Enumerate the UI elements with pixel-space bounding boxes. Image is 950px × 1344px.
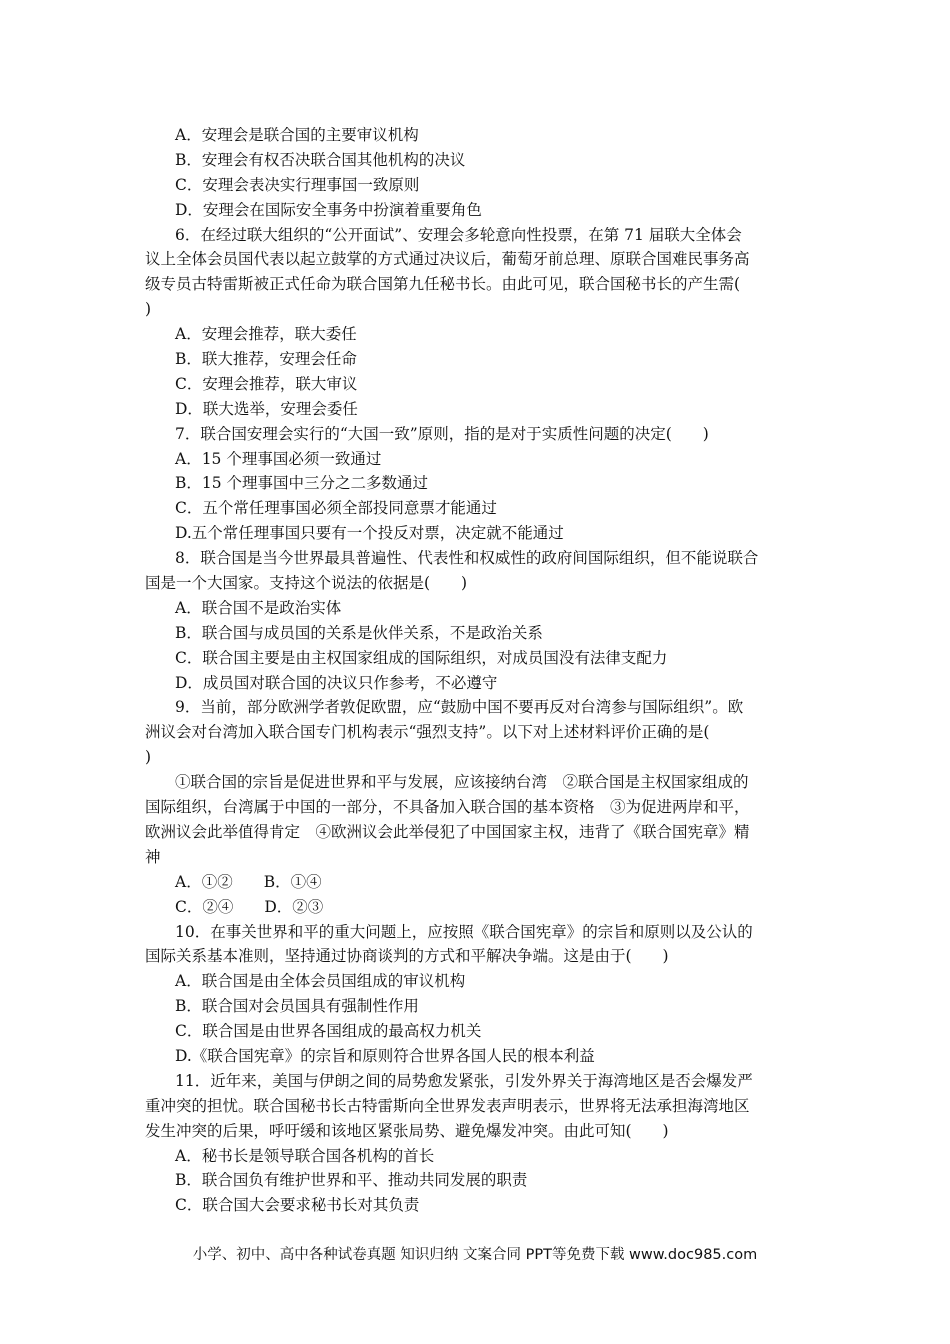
answer-option: C．联合国主要是由主权国家组成的国际组织，对成员国没有法律支配力	[175, 648, 668, 667]
answer-option: C．联合国是由世界各国组成的最高权力机关	[175, 1022, 482, 1041]
question-text: 9．当前，部分欧洲学者敦促欧盟，应“鼓励中国不要再反对台湾参与国际组织”。欧	[175, 698, 744, 717]
question-text: 级专员古特雷斯被正式任命为联合国第九任秘书长。由此可见，联合国秘书长的产生需(	[145, 275, 741, 294]
answer-option: B．安理会有权否决联合国其他机构的决议	[175, 150, 466, 169]
question-text: 8．联合国是当今世界最具普遍性、代表性和权威性的政府间国际组织，但不能说联合	[175, 549, 759, 568]
answer-option: D．联大选举，安理会委任	[175, 399, 358, 418]
answer-option: D.《联合国宪章》的宗旨和原则符合世界各国人民的根本利益	[175, 1046, 595, 1065]
answer-option: A．①② B．①④	[175, 872, 322, 891]
question-text: 神	[145, 847, 161, 866]
question-text: 国际关系基本准则，坚持通过协商谈判的方式和平解决争端。这是由于( )	[145, 947, 669, 966]
question-text: 发生冲突的后果，呼吁缓和该地区紧张局势、避免爆发冲突。由此可知( )	[145, 1121, 669, 1140]
answer-option: D．成员国对联合国的决议只作参考，不必遵守	[175, 673, 498, 692]
answer-option: C．安理会推荐，联大审议	[175, 374, 358, 393]
answer-option: A．15 个理事国必须一致通过	[175, 449, 382, 468]
answer-option: C．联合国大会要求秘书长对其负责	[175, 1196, 420, 1215]
question-text: 7．联合国安理会实行的“大国一致”原则，指的是对于实质性问题的决定( )	[175, 424, 709, 443]
question-text: )	[145, 300, 152, 319]
answer-option: B．联合国与成员国的关系是伙伴关系，不是政治关系	[175, 623, 543, 642]
answer-option: A．秘书长是领导联合国各机构的首长	[175, 1146, 435, 1165]
question-text: ①联合国的宗旨是促进世界和平与发展，应该接纳台湾 ②联合国是主权国家组成的	[175, 773, 749, 792]
question-text: 6．在经过联大组织的“公开面试”、安理会多轮意向性投票，在第 71 届联大全体会	[175, 225, 742, 244]
answer-option: C．②④ D．②③	[175, 897, 324, 916]
answer-option: B．联大推荐，安理会任命	[175, 350, 357, 369]
question-text: 国际组织，台湾属于中国的一部分，不具备加入联合国的基本资格 ③为促进两岸和平，	[145, 798, 750, 817]
question-text: 议上全体会员国代表以起立鼓掌的方式通过决议后，葡萄牙前总理、原联合国难民事务高	[145, 250, 750, 269]
answer-option: B．联合国负有维护世界和平、推动共同发展的职责	[175, 1171, 528, 1190]
question-text: 洲议会对台湾加入联合国专门机构表示“强烈支持”。以下对上述材料评价正确的是(	[145, 723, 710, 742]
answer-option: C．五个常任理事国必须全部投同意票才能通过	[175, 499, 497, 518]
answer-option: A．安理会推荐，联大委任	[175, 325, 357, 344]
question-text: 10．在事关世界和平的重大问题上，应按照《联合国宪章》的宗旨和原则以及公认的	[175, 922, 753, 941]
question-text: )	[145, 748, 152, 767]
document-body	[145, 123, 810, 1218]
answer-option: A．联合国是由全体会员国组成的审议机构	[175, 972, 466, 991]
question-text: 11．近年来，美国与伊朗之间的局势愈发紧张，引发外界关于海湾地区是否会爆发严	[175, 1071, 753, 1090]
answer-option: A．联合国不是政治实体	[175, 598, 342, 617]
answer-option: C．安理会表决实行理事国一致原则	[175, 175, 420, 194]
answer-option: D.五个常任理事国只要有一个投反对票，决定就不能通过	[175, 524, 564, 543]
question-text: 欧洲议会此举值得肯定 ④欧洲议会此举侵犯了中国国家主权，违背了《联合国宪章》精	[145, 822, 750, 841]
answer-option: D．安理会在国际安全事务中扮演着重要角色	[175, 200, 482, 219]
question-text: 重冲突的担忧。联合国秘书长古特雷斯向全世界发表声明表示，世界将无法承担海湾地区	[145, 1096, 750, 1115]
answer-option: B．联合国对会员国具有强制性作用	[175, 997, 419, 1016]
question-text: 国是一个大国家。支持这个说法的依据是( )	[145, 574, 468, 593]
footer-banner: 小学、初中、高中各种试卷真题 知识归纳 文案合同 PPT等免费下载 www.doc985.com	[192, 1247, 758, 1263]
answer-option: B．15 个理事国中三分之二多数通过	[175, 474, 429, 493]
answer-option: A．安理会是联合国的主要审议机构	[175, 126, 419, 144]
